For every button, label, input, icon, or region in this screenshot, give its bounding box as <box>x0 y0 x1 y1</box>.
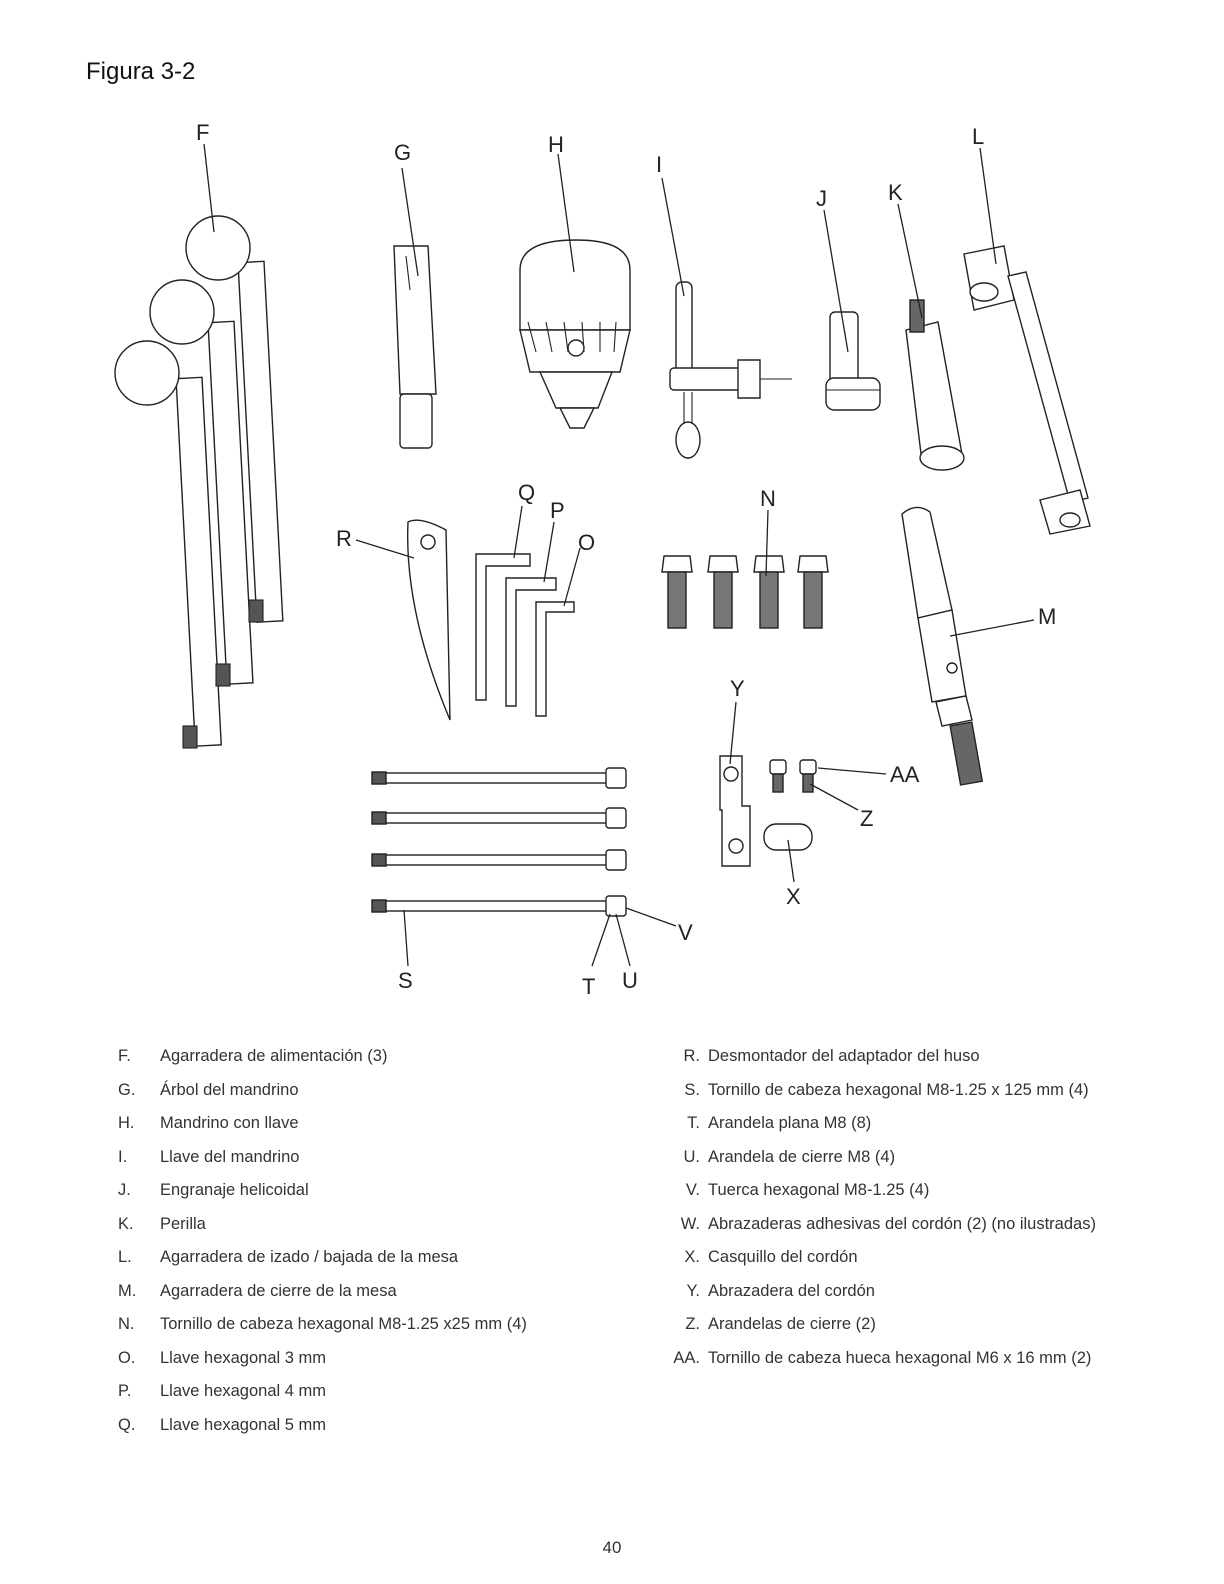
item-description: Mandrino con llave <box>160 1114 299 1132</box>
list-item <box>668 1281 1148 1302</box>
list-item <box>118 1247 598 1268</box>
worm-gear-illustration <box>826 312 880 410</box>
list-item <box>118 1381 598 1402</box>
list-item <box>118 1415 598 1436</box>
list-item <box>118 1046 598 1067</box>
item-key: P. <box>118 1382 132 1400</box>
chuck-key-illustration <box>670 282 792 458</box>
table-lock-handle-illustration <box>902 507 982 785</box>
knob-illustration <box>906 300 964 470</box>
item-description: Tornillo de cabeza hexagonal M8-1.25 x 125 mm (4) <box>708 1080 1089 1099</box>
figure-title: Figura 3-2 <box>86 58 196 85</box>
item-key: N. <box>118 1315 135 1333</box>
list-item <box>668 1180 1148 1201</box>
item-key: T. <box>687 1114 700 1132</box>
callout-i: I <box>656 152 663 177</box>
callout-y: Y <box>730 676 745 701</box>
item-key: X. <box>684 1248 700 1266</box>
item-description: Desmontador del adaptador del huso <box>708 1047 980 1065</box>
item-description: Agarradera de cierre de la mesa <box>160 1281 397 1300</box>
chuck-illustration <box>520 240 630 428</box>
callout-r: R <box>336 526 352 551</box>
item-description: Llave hexagonal 5 mm <box>160 1415 327 1434</box>
callout-v: V <box>678 920 693 945</box>
list-item <box>668 1247 1148 1268</box>
list-item <box>118 1214 598 1235</box>
feed-handles-illustration <box>115 216 283 748</box>
list-item <box>118 1147 598 1168</box>
list-item <box>668 1080 1148 1101</box>
callout-g: G <box>394 140 412 165</box>
callout-x: X <box>786 884 801 909</box>
callout-u: U <box>622 968 638 993</box>
callout-f: F <box>196 120 210 145</box>
item-key: Q. <box>118 1415 136 1434</box>
item-key: S. <box>684 1080 700 1099</box>
list-item <box>118 1113 598 1134</box>
item-description: Agarradera de alimentación (3) <box>160 1047 388 1065</box>
list-item <box>668 1046 1148 1067</box>
callout-q: Q <box>518 480 536 505</box>
callout-h: H <box>548 132 564 157</box>
item-key: K. <box>118 1214 134 1233</box>
list-item <box>668 1113 1148 1134</box>
item-description: Llave del mandrino <box>160 1147 300 1166</box>
item-description: Árbol del mandrino <box>160 1080 299 1099</box>
item-description: Agarradera de izado / bajada de la mesa <box>160 1248 459 1266</box>
item-key: W. <box>680 1214 700 1233</box>
parts-list-left <box>118 1046 598 1448</box>
callout-s: S <box>398 968 413 993</box>
item-key: H. <box>118 1114 135 1132</box>
item-key: AA. <box>673 1348 700 1367</box>
item-key: U. <box>683 1147 700 1166</box>
hex-bolts-illustration <box>662 556 828 628</box>
list-item <box>118 1080 598 1101</box>
list-item <box>118 1281 598 1302</box>
item-description: Llave hexagonal 3 mm <box>160 1348 327 1367</box>
cord-bushing-illustration <box>764 824 812 850</box>
list-item <box>118 1314 598 1335</box>
cord-clamp-illustration <box>720 756 750 866</box>
list-item <box>668 1214 1148 1235</box>
item-description: Arandela plana M8 (8) <box>708 1114 872 1132</box>
item-key: O. <box>118 1348 136 1367</box>
callout-o: O <box>578 530 596 555</box>
item-description: Tuerca hexagonal M8-1.25 (4) <box>708 1181 930 1199</box>
parts-list-right <box>668 1046 1148 1381</box>
item-description: Llave hexagonal 4 mm <box>160 1382 327 1400</box>
callout-k: K <box>888 180 903 205</box>
adapter-remover-illustration <box>408 520 450 720</box>
callout-j: J <box>816 186 827 211</box>
item-key: J. <box>118 1181 131 1199</box>
small-screws-illustration <box>770 760 816 792</box>
callout-t: T <box>582 974 596 999</box>
list-item <box>668 1147 1148 1168</box>
callout-l: L <box>972 124 985 149</box>
item-description: Tornillo de cabeza hexagonal M8-1.25 x25 mm (4) <box>160 1315 527 1333</box>
crank-handle-illustration <box>964 246 1090 534</box>
item-description: Arandela de cierre M8 (4) <box>708 1147 896 1166</box>
item-description: Casquillo del cordón <box>708 1248 858 1266</box>
hex-keys-illustration <box>476 554 574 716</box>
item-description: Abrazaderas adhesivas del cordón (2) (no ilustradas) <box>708 1214 1096 1233</box>
item-key: F. <box>118 1047 131 1065</box>
list-item <box>668 1348 1148 1369</box>
arbor-illustration <box>394 246 436 448</box>
long-bolts-illustration <box>372 768 626 916</box>
item-key: Z. <box>685 1315 700 1333</box>
callout-aa: AA <box>890 762 920 787</box>
item-key: V. <box>685 1181 700 1199</box>
item-description: Tornillo de cabeza hueca hexagonal M6 x 16 mm (2) <box>708 1348 1092 1367</box>
list-item <box>668 1314 1148 1335</box>
item-description: Perilla <box>160 1214 206 1233</box>
item-key: G. <box>118 1080 136 1099</box>
callout-m: M <box>1038 604 1057 629</box>
item-description: Engranaje helicoidal <box>160 1181 309 1199</box>
callout-n: N <box>760 486 776 511</box>
item-key: R. <box>683 1047 700 1065</box>
item-key: I. <box>118 1147 128 1166</box>
item-description: Arandelas de cierre (2) <box>708 1315 876 1333</box>
list-item <box>118 1348 598 1369</box>
item-key: L. <box>118 1248 132 1266</box>
list-item <box>118 1180 598 1201</box>
item-key: Y. <box>686 1281 700 1300</box>
callout-z: Z <box>860 806 874 831</box>
callout-p: P <box>550 498 565 523</box>
page-number: 40 <box>602 1538 622 1557</box>
item-description: Abrazadera del cordón <box>708 1281 875 1300</box>
item-key: M. <box>118 1281 137 1300</box>
